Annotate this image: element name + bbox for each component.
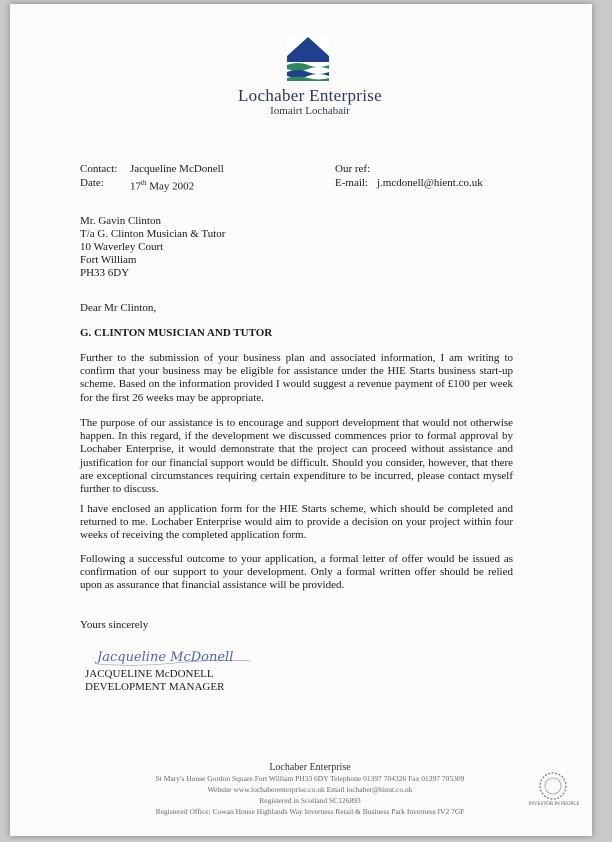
signatory-title: DEVELOPMENT MANAGER bbox=[85, 681, 225, 693]
body-paragraph: Following a successful outcome to your application, a formal letter of offer would be issued as confirmation of our support to your development. Only a formal written offer should be relied upon as assurance that financial assistance will be provided. bbox=[80, 553, 513, 592]
contact-value: Jacqueline McDonell bbox=[130, 163, 224, 175]
svg-text:Jacqueline McDonell: Jacqueline McDonell bbox=[97, 650, 234, 665]
signatory-name: JACQUELINE McDONELL bbox=[85, 668, 214, 680]
org-subtitle: Iomairt Lochabair bbox=[270, 105, 350, 117]
address-line: Fort William bbox=[80, 254, 137, 266]
lochaber-enterprise-logo bbox=[284, 34, 332, 84]
subject-heading: G. CLINTON MUSICIAN AND TUTOR bbox=[80, 327, 273, 339]
org-name: Lochaber Enterprise bbox=[238, 86, 382, 105]
body-paragraph: I have enclosed an application form for the HIE Starts scheme, which should be completed and returned to me. Lochaber Enterprise would aim to provide a decision on your project within four weeks of receiving the completed application form. bbox=[80, 503, 513, 542]
address-line: 10 Waverley Court bbox=[80, 241, 164, 253]
footer-registered: Registered in Scotland SC126893 bbox=[259, 796, 361, 805]
body-paragraph: Further to the submission of your business plan and associated information, I am writing to confirm that your business may be eligible for assistance under the HIE Starts business start-up scheme. Based on the information provided I would suggest a revenue payment of £100 per week for the first 26 weeks may be appropriate. bbox=[80, 352, 513, 404]
date-label: Date: bbox=[80, 177, 104, 189]
email-label: E-mail: bbox=[335, 177, 368, 189]
address-line: T/a G. Clinton Musician & Tutor bbox=[80, 228, 226, 240]
footer-office: Registered Office: Cowan House Highlands Way Inverness Retail & Business Park Inverness IV2 7GF bbox=[155, 807, 465, 816]
letter-page bbox=[10, 4, 592, 836]
footer-title: Lochaber Enterprise bbox=[269, 762, 351, 773]
our-ref-label: Our ref: bbox=[335, 163, 371, 175]
salutation: Dear Mr Clinton, bbox=[80, 302, 157, 314]
body-paragraph: The purpose of our assistance is to encourage and support development that would not otherwise happen. In this regard, if the development we discussed commences prior to formal approval by Lochaber Enterprise, it would demonstrate that the project can proceed without assistance and justification for our financial support would be difficult. Should you consider, however, that there are exceptional circumstances requiring certain expenditure to be incurred, please contact myself further to discuss. bbox=[80, 417, 513, 496]
email-value: j.mcdonell@hient.co.uk bbox=[377, 177, 483, 189]
date-value: 17th May 2002 bbox=[130, 179, 195, 193]
footer-address: St Mary's House Gordon Square Fort William PH33 6DY Telephone 01397 704326 Fax 01397 705309 bbox=[155, 774, 465, 783]
investor-in-people-label: INVESTOR IN PEOPLE bbox=[528, 802, 580, 807]
address-line: Mr. Gavin Clinton bbox=[80, 215, 161, 227]
closing: Yours sincerely bbox=[80, 619, 149, 631]
address-line: PH33 6DY bbox=[80, 267, 130, 279]
recipient-address bbox=[80, 215, 225, 280]
footer-web: Website www.lochaberenterprise.co.uk Email lochaber@hient.co.uk bbox=[207, 785, 413, 794]
contact-label: Contact: bbox=[80, 163, 118, 175]
